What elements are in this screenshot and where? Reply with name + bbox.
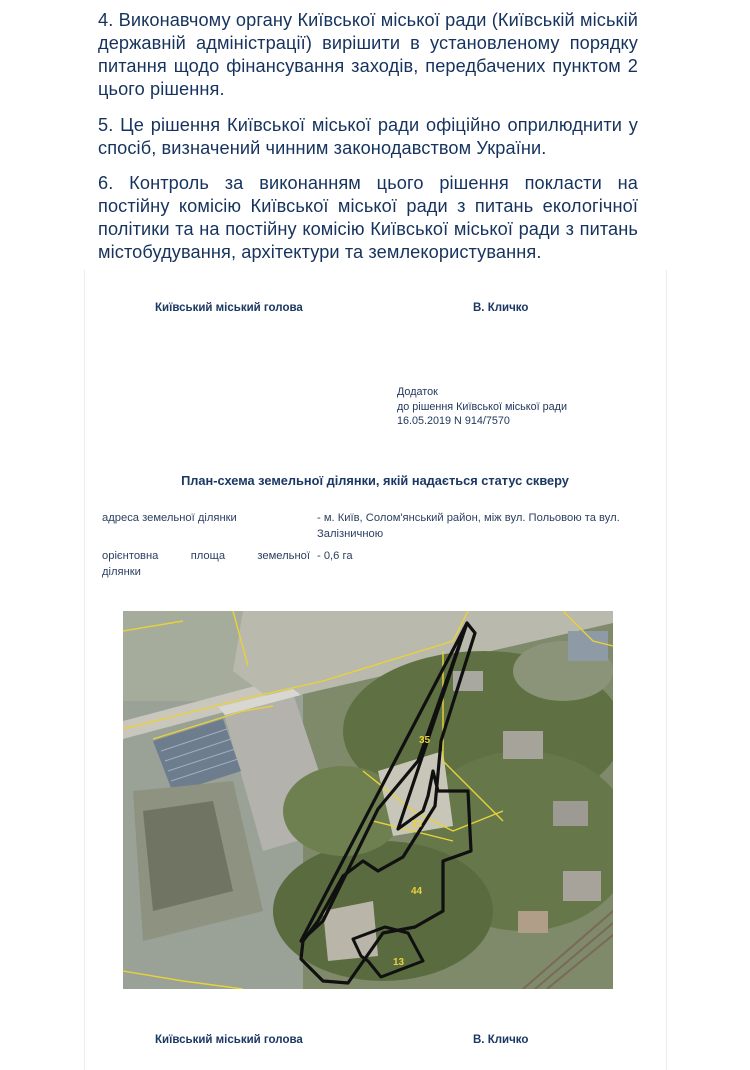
parcel-number-35: 35 (419, 735, 431, 746)
paragraph-4: 4. Виконавчому органу Київської міської ради (Київській міській державній адміністрації) вирішити в установленому порядку питання щодо фінансування заходів, передбачених пунктом 2 цього рішення. (98, 10, 638, 99)
parcel-number-44: 44 (411, 886, 423, 897)
signature-position-bottom: Київський міський голова (155, 1034, 303, 1046)
signature-name: В. Кличко (473, 302, 529, 314)
page-border-left (84, 270, 85, 1070)
annex-block (397, 385, 567, 429)
paragraph-5: 5. Це рішення Київської міської ради офіційно оприлюднити у спосіб, визначений чинним законодавством України. (98, 115, 638, 158)
signature-position: Київський міський голова (155, 302, 303, 314)
area-label-line2: ділянки (102, 566, 141, 578)
parcel-number-33: 33 (411, 819, 423, 830)
signature-name-bottom: В. Кличко (473, 1034, 529, 1046)
address-value: - м. Київ, Солом'янський район, між вул. Польовою та вул. Залізничною (317, 512, 620, 540)
paragraph-6: 6. Контроль за виконанням цього рішення покласти на постійну комісію Київської міської ради з питань екологічної політики та на постійну комісію Київської міської ради з питань містобудування, архітектури та землекористування. (98, 173, 638, 262)
plan-title: План-схема земельної ділянки, якій надається статус скверу (181, 473, 569, 488)
aerial-site-map (123, 611, 613, 989)
area-value: - 0,6 га (317, 550, 353, 562)
page-border-right (666, 270, 667, 1070)
parcel-number-13: 13 (393, 957, 405, 968)
area-label-line1: орієнтовна площа земельної (102, 550, 310, 562)
annex-date-number: 16.05.2019 N 914/7570 (397, 415, 510, 427)
area-label (102, 548, 310, 580)
annex-title: Додаток (397, 386, 438, 398)
address-label: адреса земельної ділянки (102, 512, 237, 524)
annex-reference: до рішення Київської міської ради (397, 400, 567, 413)
